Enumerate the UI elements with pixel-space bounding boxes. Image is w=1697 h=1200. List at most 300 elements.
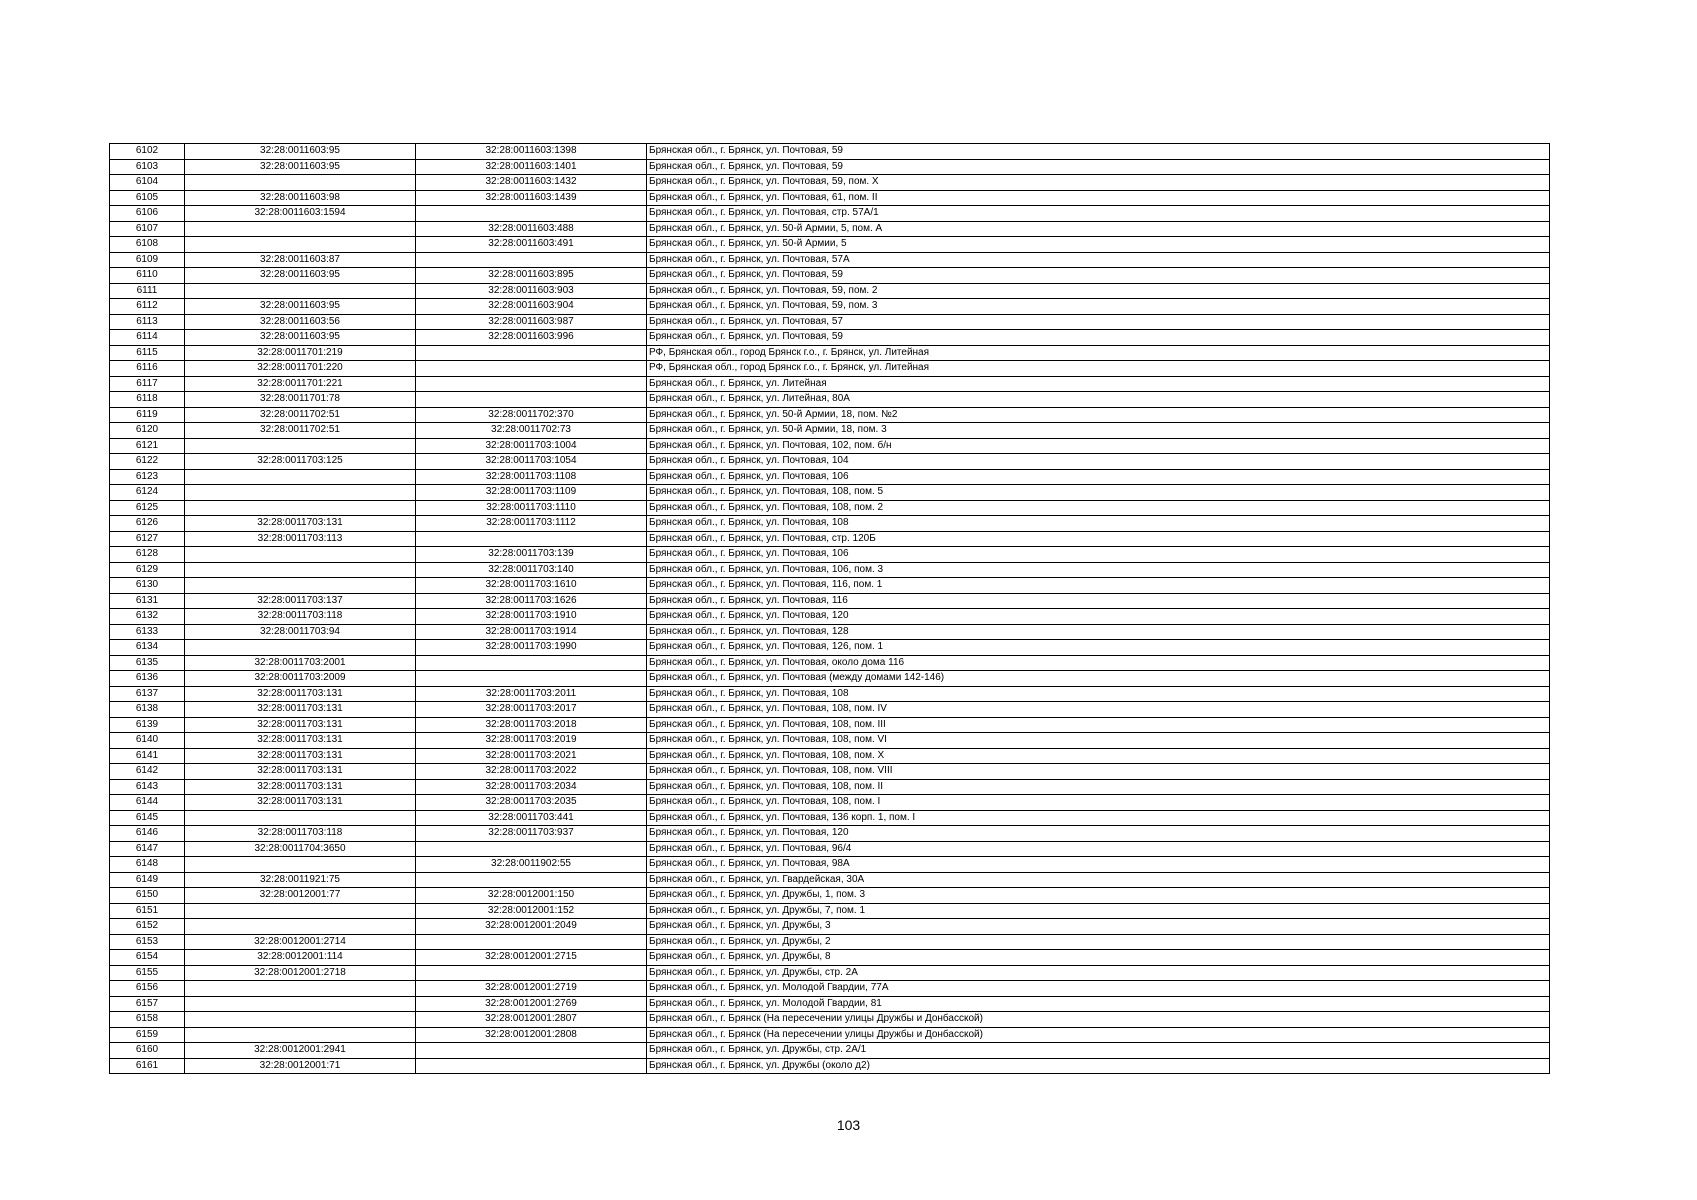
object-number-cell xyxy=(416,392,647,408)
address-cell: Брянская обл., г. Брянск, ул. Почтовая, 108, пом. VIII xyxy=(647,764,1550,780)
table-row xyxy=(110,361,1550,377)
row-number-cell: 6149 xyxy=(110,872,185,888)
address-cell: Брянская обл., г. Брянск, ул. Почтовая, 108, пом. 5 xyxy=(647,485,1550,501)
object-number-cell: 32:28:0011703:1108 xyxy=(416,469,647,485)
land-plot-number-cell xyxy=(185,283,416,299)
address-cell: Брянская обл., г. Брянск, ул. Почтовая, 106 xyxy=(647,547,1550,563)
object-number-cell xyxy=(416,655,647,671)
object-number-cell: 32:28:0011603:488 xyxy=(416,221,647,237)
row-number-cell: 6135 xyxy=(110,655,185,671)
row-number-cell: 6102 xyxy=(110,144,185,160)
object-number-cell: 32:28:0011703:937 xyxy=(416,826,647,842)
table-row xyxy=(110,423,1550,439)
address-cell: Брянская обл., г. Брянск, ул. Почтовая (между домами 142-146) xyxy=(647,671,1550,687)
table-row xyxy=(110,810,1550,826)
address-cell: Брянская обл., г. Брянск, ул. Почтовая, 59 xyxy=(647,268,1550,284)
row-number-cell: 6114 xyxy=(110,330,185,346)
table-row xyxy=(110,903,1550,919)
table-row xyxy=(110,562,1550,578)
object-number-cell: 32:28:0011703:2018 xyxy=(416,717,647,733)
table-row xyxy=(110,547,1550,563)
row-number-cell: 6105 xyxy=(110,190,185,206)
address-cell: Брянская обл., г. Брянск, ул. Почтовая, 116 xyxy=(647,593,1550,609)
object-number-cell xyxy=(416,361,647,377)
object-number-cell: 32:28:0012001:2808 xyxy=(416,1027,647,1043)
land-plot-number-cell: 32:28:0011701:220 xyxy=(185,361,416,377)
land-plot-number-cell: 32:28:0011703:131 xyxy=(185,686,416,702)
land-plot-number-cell: 32:28:0012001:71 xyxy=(185,1058,416,1074)
land-plot-number-cell xyxy=(185,981,416,997)
table-row xyxy=(110,206,1550,222)
row-number-cell: 6160 xyxy=(110,1043,185,1059)
table-row xyxy=(110,702,1550,718)
land-plot-number-cell: 32:28:0011703:118 xyxy=(185,609,416,625)
land-plot-number-cell: 32:28:0011603:95 xyxy=(185,330,416,346)
land-plot-number-cell xyxy=(185,438,416,454)
table-row xyxy=(110,330,1550,346)
address-cell: Брянская обл., г. Брянск, ул. Почтовая, 128 xyxy=(647,624,1550,640)
land-plot-number-cell xyxy=(185,996,416,1012)
table-row xyxy=(110,485,1550,501)
address-cell: Брянская обл., г. Брянск, ул. Почтовая, стр. 120Б xyxy=(647,531,1550,547)
object-number-cell xyxy=(416,965,647,981)
land-plot-number-cell: 32:28:0011703:131 xyxy=(185,795,416,811)
land-plot-number-cell: 32:28:0011703:131 xyxy=(185,702,416,718)
object-number-cell: 32:28:0011703:1112 xyxy=(416,516,647,532)
object-number-cell: 32:28:0011603:1398 xyxy=(416,144,647,160)
address-cell: Брянская обл., г. Брянск, ул. Дружбы (около д2) xyxy=(647,1058,1550,1074)
table-row xyxy=(110,268,1550,284)
address-cell: Брянская обл., г. Брянск, ул. Дружбы, 1, пом. 3 xyxy=(647,888,1550,904)
object-number-cell: 32:28:0011703:2021 xyxy=(416,748,647,764)
land-plot-number-cell: 32:28:0011701:219 xyxy=(185,345,416,361)
table-row xyxy=(110,345,1550,361)
row-number-cell: 6143 xyxy=(110,779,185,795)
address-cell: Брянская обл., г. Брянск, ул. Почтовая, 57 xyxy=(647,314,1550,330)
row-number-cell: 6113 xyxy=(110,314,185,330)
land-plot-number-cell xyxy=(185,810,416,826)
object-number-cell: 32:28:0011603:895 xyxy=(416,268,647,284)
address-cell: Брянская обл., г. Брянск, ул. Почтовая, 120 xyxy=(647,826,1550,842)
object-number-cell xyxy=(416,841,647,857)
object-number-cell: 32:28:0011703:140 xyxy=(416,562,647,578)
address-cell: Брянская обл., г. Брянск, ул. Почтовая, 108, пом. 2 xyxy=(647,500,1550,516)
table-row xyxy=(110,826,1550,842)
address-cell: Брянская обл., г. Брянск, ул. 50-й Армии, 18, пом. №2 xyxy=(647,407,1550,423)
address-cell: Брянская обл., г. Брянск, ул. Почтовая, 108, пом. X xyxy=(647,748,1550,764)
address-cell: Брянская обл., г. Брянск, ул. Почтовая, 136 корп. 1, пом. I xyxy=(647,810,1550,826)
land-plot-number-cell xyxy=(185,903,416,919)
address-cell: Брянская обл., г. Брянск, ул. Литейная xyxy=(647,376,1550,392)
table-row xyxy=(110,1012,1550,1028)
row-number-cell: 6122 xyxy=(110,454,185,470)
address-cell: Брянская обл., г. Брянск, ул. Почтовая, стр. 57А/1 xyxy=(647,206,1550,222)
address-cell: Брянская обл., г. Брянск, ул. Почтовая, 104 xyxy=(647,454,1550,470)
land-plot-number-cell: 32:28:0011703:131 xyxy=(185,779,416,795)
address-cell: Брянская обл., г. Брянск, ул. Почтовая, 108, пом. VI xyxy=(647,733,1550,749)
address-cell: Брянская обл., г. Брянск, ул. Почтовая, 106, пом. 3 xyxy=(647,562,1550,578)
row-number-cell: 6104 xyxy=(110,175,185,191)
land-plot-number-cell xyxy=(185,237,416,253)
address-cell: Брянская обл., г. Брянск, ул. Почтовая, 108 xyxy=(647,686,1550,702)
row-number-cell: 6130 xyxy=(110,578,185,594)
row-number-cell: 6157 xyxy=(110,996,185,1012)
land-plot-number-cell: 32:28:0011603:95 xyxy=(185,268,416,284)
land-plot-number-cell: 32:28:0011603:87 xyxy=(185,252,416,268)
table-row xyxy=(110,888,1550,904)
address-cell: РФ, Брянская обл., город Брянск г.о., г. Брянск, ул. Литейная xyxy=(647,345,1550,361)
row-number-cell: 6123 xyxy=(110,469,185,485)
object-number-cell: 32:28:0011703:2019 xyxy=(416,733,647,749)
land-plot-number-cell xyxy=(185,640,416,656)
address-cell: Брянская обл., г. Брянск, ул. Почтовая, 59 xyxy=(647,159,1550,175)
object-number-cell: 32:28:0012001:2719 xyxy=(416,981,647,997)
land-plot-number-cell xyxy=(185,562,416,578)
object-number-cell: 32:28:0011603:987 xyxy=(416,314,647,330)
table-row xyxy=(110,640,1550,656)
table-row xyxy=(110,609,1550,625)
row-number-cell: 6151 xyxy=(110,903,185,919)
row-number-cell: 6148 xyxy=(110,857,185,873)
row-number-cell: 6125 xyxy=(110,500,185,516)
address-cell: Брянская обл., г. Брянск, ул. Почтовая, 120 xyxy=(647,609,1550,625)
table-row xyxy=(110,175,1550,191)
land-plot-number-cell: 32:28:0011603:95 xyxy=(185,159,416,175)
land-plot-number-cell: 32:28:0011703:113 xyxy=(185,531,416,547)
row-number-cell: 6145 xyxy=(110,810,185,826)
land-plot-number-cell: 32:28:0011703:125 xyxy=(185,454,416,470)
row-number-cell: 6156 xyxy=(110,981,185,997)
registry-table-body xyxy=(110,144,1550,1074)
address-cell: Брянская обл., г. Брянск, ул. Почтовая, 108 xyxy=(647,516,1550,532)
row-number-cell: 6146 xyxy=(110,826,185,842)
row-number-cell: 6128 xyxy=(110,547,185,563)
object-number-cell: 32:28:0011703:2034 xyxy=(416,779,647,795)
table-row xyxy=(110,500,1550,516)
object-number-cell: 32:28:0011702:370 xyxy=(416,407,647,423)
table-row xyxy=(110,748,1550,764)
table-row xyxy=(110,733,1550,749)
object-number-cell xyxy=(416,934,647,950)
table-row xyxy=(110,1043,1550,1059)
table-row xyxy=(110,841,1550,857)
row-number-cell: 6132 xyxy=(110,609,185,625)
table-row xyxy=(110,159,1550,175)
table-row xyxy=(110,717,1550,733)
address-cell: Брянская обл., г. Брянск, ул. Молодой Гвардии, 81 xyxy=(647,996,1550,1012)
table-row xyxy=(110,655,1550,671)
row-number-cell: 6133 xyxy=(110,624,185,640)
row-number-cell: 6127 xyxy=(110,531,185,547)
object-number-cell: 32:28:0012001:2715 xyxy=(416,950,647,966)
object-number-cell: 32:28:0011603:996 xyxy=(416,330,647,346)
row-number-cell: 6159 xyxy=(110,1027,185,1043)
land-plot-number-cell: 32:28:0011703:131 xyxy=(185,748,416,764)
row-number-cell: 6139 xyxy=(110,717,185,733)
table-row xyxy=(110,950,1550,966)
land-plot-number-cell xyxy=(185,221,416,237)
object-number-cell: 32:28:0011902:55 xyxy=(416,857,647,873)
table-row xyxy=(110,624,1550,640)
address-cell: Брянская обл., г. Брянск, ул. Почтовая, 59 xyxy=(647,144,1550,160)
address-cell: Брянская обл., г. Брянск (На пересечении улицы Дружбы и Донбасской) xyxy=(647,1012,1550,1028)
object-number-cell: 32:28:0012001:150 xyxy=(416,888,647,904)
address-cell: Брянская обл., г. Брянск, ул. Дружбы, 7, пом. 1 xyxy=(647,903,1550,919)
land-plot-number-cell xyxy=(185,1012,416,1028)
address-cell: Брянская обл., г. Брянск, ул. Дружбы, стр. 2А/1 xyxy=(647,1043,1550,1059)
address-cell: Брянская обл., г. Брянск, ул. Почтовая, 108, пом. III xyxy=(647,717,1550,733)
land-plot-number-cell: 32:28:0011704:3650 xyxy=(185,841,416,857)
address-cell: Брянская обл., г. Брянск, ул. Почтовая, 59 xyxy=(647,330,1550,346)
table-row xyxy=(110,516,1550,532)
table-row xyxy=(110,407,1550,423)
row-number-cell: 6144 xyxy=(110,795,185,811)
land-plot-number-cell: 32:28:0012001:2941 xyxy=(185,1043,416,1059)
address-cell: Брянская обл., г. Брянск, ул. 50-й Армии, 5, пом. А xyxy=(647,221,1550,237)
table-row xyxy=(110,795,1550,811)
row-number-cell: 6152 xyxy=(110,919,185,935)
table-row xyxy=(110,190,1550,206)
row-number-cell: 6134 xyxy=(110,640,185,656)
address-cell: Брянская обл., г. Брянск, ул. Почтовая, 106 xyxy=(647,469,1550,485)
object-number-cell: 32:28:0011703:441 xyxy=(416,810,647,826)
land-plot-number-cell: 32:28:0011703:137 xyxy=(185,593,416,609)
table-row xyxy=(110,764,1550,780)
table-row xyxy=(110,996,1550,1012)
table-row xyxy=(110,671,1550,687)
object-number-cell: 32:28:0012001:152 xyxy=(416,903,647,919)
row-number-cell: 6112 xyxy=(110,299,185,315)
address-cell: Брянская обл., г. Брянск, ул. Гвардейская, 30А xyxy=(647,872,1550,888)
table-row xyxy=(110,376,1550,392)
object-number-cell: 32:28:0011603:491 xyxy=(416,237,647,253)
address-cell: Брянская обл., г. Брянск, ул. Литейная, 80А xyxy=(647,392,1550,408)
land-plot-number-cell: 32:28:0011603:56 xyxy=(185,314,416,330)
row-number-cell: 6158 xyxy=(110,1012,185,1028)
registry-table xyxy=(109,143,1550,1074)
table-row xyxy=(110,221,1550,237)
land-plot-number-cell: 32:28:0011702:51 xyxy=(185,423,416,439)
object-number-cell: 32:28:0011703:1054 xyxy=(416,454,647,470)
address-cell: Брянская обл., г. Брянск, ул. 50-й Армии, 18, пом. 3 xyxy=(647,423,1550,439)
page-number: 103 xyxy=(836,1117,861,1133)
object-number-cell: 32:28:0012001:2769 xyxy=(416,996,647,1012)
address-cell: Брянская обл., г. Брянск, ул. Почтовая, 57А xyxy=(647,252,1550,268)
row-number-cell: 6154 xyxy=(110,950,185,966)
address-cell: Брянская обл., г. Брянск, ул. Почтовая, 59, пом. 3 xyxy=(647,299,1550,315)
table-row xyxy=(110,531,1550,547)
object-number-cell xyxy=(416,671,647,687)
address-cell: Брянская обл., г. Брянск, ул. Почтовая, 102, пом. б/н xyxy=(647,438,1550,454)
object-number-cell: 32:28:0011703:1610 xyxy=(416,578,647,594)
table-row xyxy=(110,686,1550,702)
object-number-cell: 32:28:0011703:139 xyxy=(416,547,647,563)
table-row xyxy=(110,469,1550,485)
row-number-cell: 6137 xyxy=(110,686,185,702)
land-plot-number-cell: 32:28:0011603:98 xyxy=(185,190,416,206)
land-plot-number-cell: 32:28:0011701:221 xyxy=(185,376,416,392)
table-row xyxy=(110,283,1550,299)
address-cell: Брянская обл., г. Брянск, ул. Почтовая, 126, пом. 1 xyxy=(647,640,1550,656)
row-number-cell: 6142 xyxy=(110,764,185,780)
address-cell: Брянская обл., г. Брянск (На пересечении улицы Дружбы и Донбасской) xyxy=(647,1027,1550,1043)
land-plot-number-cell xyxy=(185,175,416,191)
row-number-cell: 6121 xyxy=(110,438,185,454)
table-row xyxy=(110,919,1550,935)
table-row xyxy=(110,314,1550,330)
address-cell: Брянская обл., г. Брянск, ул. Почтовая, 108, пом. II xyxy=(647,779,1550,795)
land-plot-number-cell: 32:28:0012001:77 xyxy=(185,888,416,904)
row-number-cell: 6106 xyxy=(110,206,185,222)
address-cell: Брянская обл., г. Брянск, ул. Почтовая, 59, пом. X xyxy=(647,175,1550,191)
object-number-cell: 32:28:0011703:1910 xyxy=(416,609,647,625)
land-plot-number-cell: 32:28:0011703:131 xyxy=(185,733,416,749)
land-plot-number-cell: 32:28:0011603:95 xyxy=(185,144,416,160)
address-cell: Брянская обл., г. Брянск, ул. Молодой Гвардии, 77А xyxy=(647,981,1550,997)
object-number-cell xyxy=(416,376,647,392)
address-cell: Брянская обл., г. Брянск, ул. Почтовая, 98А xyxy=(647,857,1550,873)
object-number-cell: 32:28:0011703:2011 xyxy=(416,686,647,702)
land-plot-number-cell xyxy=(185,578,416,594)
table-row xyxy=(110,934,1550,950)
row-number-cell: 6153 xyxy=(110,934,185,950)
land-plot-number-cell: 32:28:0011702:51 xyxy=(185,407,416,423)
row-number-cell: 6147 xyxy=(110,841,185,857)
row-number-cell: 6117 xyxy=(110,376,185,392)
table-row xyxy=(110,872,1550,888)
object-number-cell xyxy=(416,1058,647,1074)
table-row xyxy=(110,454,1550,470)
table-row xyxy=(110,237,1550,253)
object-number-cell: 32:28:0011603:903 xyxy=(416,283,647,299)
row-number-cell: 6141 xyxy=(110,748,185,764)
address-cell: Брянская обл., г. Брянск, ул. Дружбы, 3 xyxy=(647,919,1550,935)
row-number-cell: 6103 xyxy=(110,159,185,175)
address-cell: Брянская обл., г. Брянск, ул. Дружбы, 8 xyxy=(647,950,1550,966)
table-row xyxy=(110,392,1550,408)
address-cell: Брянская обл., г. Брянск, ул. Почтовая, около дома 116 xyxy=(647,655,1550,671)
land-plot-number-cell xyxy=(185,469,416,485)
address-cell: РФ, Брянская обл., город Брянск г.о., г. Брянск, ул. Литейная xyxy=(647,361,1550,377)
table-row xyxy=(110,593,1550,609)
address-cell: Брянская обл., г. Брянск, ул. Дружбы, стр. 2А xyxy=(647,965,1550,981)
land-plot-number-cell xyxy=(185,485,416,501)
row-number-cell: 6155 xyxy=(110,965,185,981)
row-number-cell: 6115 xyxy=(110,345,185,361)
object-number-cell: 32:28:0011703:1990 xyxy=(416,640,647,656)
object-number-cell: 32:28:0011603:1432 xyxy=(416,175,647,191)
land-plot-number-cell: 32:28:0011701:78 xyxy=(185,392,416,408)
address-cell: Брянская обл., г. Брянск, ул. Почтовая, 59, пом. 2 xyxy=(647,283,1550,299)
row-number-cell: 6111 xyxy=(110,283,185,299)
table-row xyxy=(110,144,1550,160)
table-row xyxy=(110,857,1550,873)
table-row xyxy=(110,779,1550,795)
land-plot-number-cell: 32:28:0012001:2714 xyxy=(185,934,416,950)
land-plot-number-cell xyxy=(185,857,416,873)
land-plot-number-cell: 32:28:0011703:131 xyxy=(185,764,416,780)
object-number-cell: 32:28:0011703:1626 xyxy=(416,593,647,609)
table-row xyxy=(110,299,1550,315)
row-number-cell: 6109 xyxy=(110,252,185,268)
table-row xyxy=(110,981,1550,997)
object-number-cell: 32:28:0011703:1110 xyxy=(416,500,647,516)
address-cell: Брянская обл., г. Брянск, ул. Почтовая, 61, пом. II xyxy=(647,190,1550,206)
row-number-cell: 6129 xyxy=(110,562,185,578)
object-number-cell xyxy=(416,872,647,888)
row-number-cell: 6140 xyxy=(110,733,185,749)
row-number-cell: 6124 xyxy=(110,485,185,501)
row-number-cell: 6119 xyxy=(110,407,185,423)
object-number-cell xyxy=(416,345,647,361)
object-number-cell: 32:28:0011603:1439 xyxy=(416,190,647,206)
address-cell: Брянская обл., г. Брянск, ул. Почтовая, 116, пом. 1 xyxy=(647,578,1550,594)
table-row xyxy=(110,1027,1550,1043)
object-number-cell: 32:28:0011702:73 xyxy=(416,423,647,439)
table-row xyxy=(110,578,1550,594)
address-cell: Брянская обл., г. Брянск, ул. Почтовая, 96/4 xyxy=(647,841,1550,857)
object-number-cell xyxy=(416,1043,647,1059)
row-number-cell: 6161 xyxy=(110,1058,185,1074)
address-cell: Брянская обл., г. Брянск, ул. 50-й Армии, 5 xyxy=(647,237,1550,253)
object-number-cell: 32:28:0012001:2807 xyxy=(416,1012,647,1028)
object-number-cell: 32:28:0011603:1401 xyxy=(416,159,647,175)
land-plot-number-cell: 32:28:0011603:1594 xyxy=(185,206,416,222)
table-row xyxy=(110,965,1550,981)
object-number-cell: 32:28:0011703:1109 xyxy=(416,485,647,501)
object-number-cell: 32:28:0011703:2022 xyxy=(416,764,647,780)
row-number-cell: 6116 xyxy=(110,361,185,377)
land-plot-number-cell: 32:28:0012001:2718 xyxy=(185,965,416,981)
land-plot-number-cell: 32:28:0011921:75 xyxy=(185,872,416,888)
object-number-cell xyxy=(416,531,647,547)
table-row xyxy=(110,252,1550,268)
row-number-cell: 6107 xyxy=(110,221,185,237)
object-number-cell: 32:28:0011703:2035 xyxy=(416,795,647,811)
object-number-cell xyxy=(416,206,647,222)
row-number-cell: 6108 xyxy=(110,237,185,253)
object-number-cell: 32:28:0011703:1914 xyxy=(416,624,647,640)
land-plot-number-cell xyxy=(185,1027,416,1043)
row-number-cell: 6138 xyxy=(110,702,185,718)
land-plot-number-cell: 32:28:0011703:94 xyxy=(185,624,416,640)
land-plot-number-cell: 32:28:0011703:118 xyxy=(185,826,416,842)
object-number-cell: 32:28:0011603:904 xyxy=(416,299,647,315)
land-plot-number-cell: 32:28:0011703:2001 xyxy=(185,655,416,671)
row-number-cell: 6136 xyxy=(110,671,185,687)
land-plot-number-cell xyxy=(185,547,416,563)
table-row xyxy=(110,1058,1550,1074)
row-number-cell: 6126 xyxy=(110,516,185,532)
row-number-cell: 6110 xyxy=(110,268,185,284)
land-plot-number-cell: 32:28:0011703:131 xyxy=(185,516,416,532)
land-plot-number-cell: 32:28:0011603:95 xyxy=(185,299,416,315)
land-plot-number-cell xyxy=(185,919,416,935)
row-number-cell: 6150 xyxy=(110,888,185,904)
land-plot-number-cell: 32:28:0011703:2009 xyxy=(185,671,416,687)
object-number-cell: 32:28:0011703:2017 xyxy=(416,702,647,718)
land-plot-number-cell: 32:28:0012001:114 xyxy=(185,950,416,966)
row-number-cell: 6120 xyxy=(110,423,185,439)
object-number-cell: 32:28:0011703:1004 xyxy=(416,438,647,454)
row-number-cell: 6118 xyxy=(110,392,185,408)
address-cell: Брянская обл., г. Брянск, ул. Дружбы, 2 xyxy=(647,934,1550,950)
object-number-cell xyxy=(416,252,647,268)
land-plot-number-cell xyxy=(185,500,416,516)
table-row xyxy=(110,438,1550,454)
land-plot-number-cell: 32:28:0011703:131 xyxy=(185,717,416,733)
row-number-cell: 6131 xyxy=(110,593,185,609)
